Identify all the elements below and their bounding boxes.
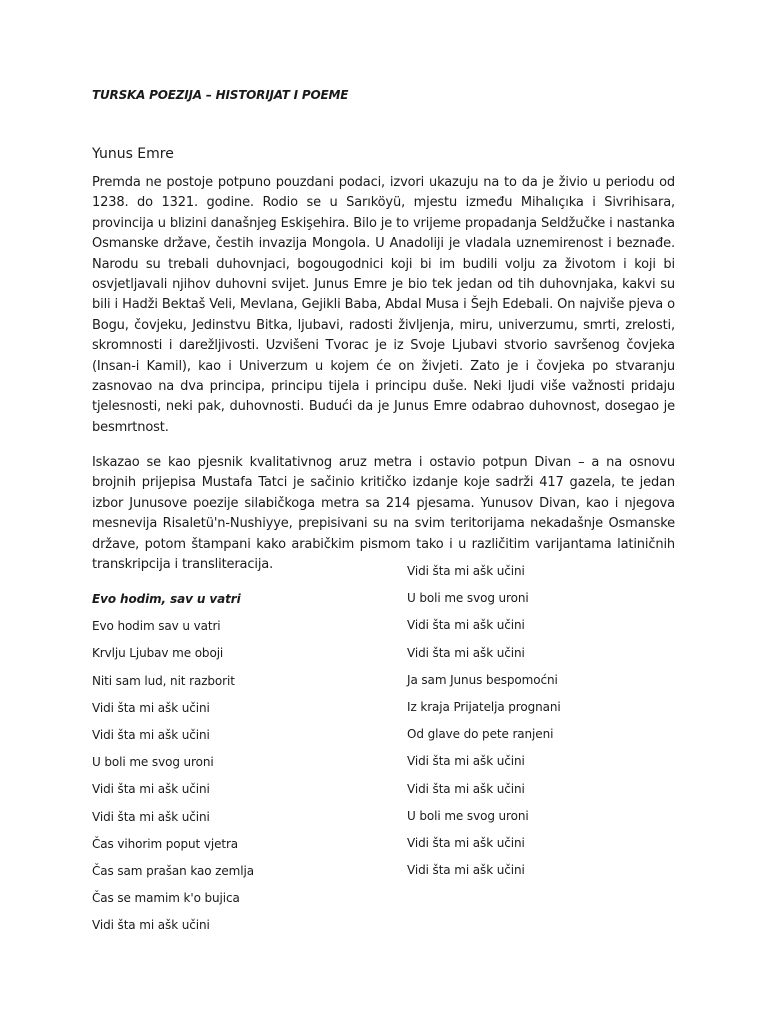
poem-line: Ja sam Junus bespomoćni bbox=[407, 672, 558, 687]
poem-title: Evo hodim, sav u vatri bbox=[92, 592, 241, 606]
poem-line: Vidi šta mi ašk učini bbox=[92, 700, 210, 715]
poem-line: Vidi šta mi ašk učini bbox=[92, 727, 210, 742]
poem-line: Vidi šta mi ašk učini bbox=[92, 809, 210, 824]
paragraph-works: Iskazao se kao pjesnik kvalitativnog aruz metra i ostavio potpun Divan – a na osnovu brojnih prijepisa Mustafa Tatci je sačinio kritičko izdanje koje sadrži 417 gazela, te jedan izbor Junusove poezije silabičkoga metra sa 214 pjesama. Yunusov Divan, kao i njegova mesnevija Risaletü'n-Nushiyye, prepisivani su na svim teritorijama nekadašnje Osmanske države, potom štampani kako arabičkim pismom tako i u različitim varijantama latiničnih transkripcija i transliteracija. bbox=[92, 455, 675, 573]
poem-line: Vidi šta mi ašk učini bbox=[407, 564, 525, 578]
poem-line: Čas se mamim k'o bujica bbox=[92, 891, 240, 906]
poem-line: U boli me svog uroni bbox=[407, 808, 529, 823]
poem-line: Od glave do pete ranjeni bbox=[407, 727, 554, 742]
poem-line: Čas vihorim poput vjetra bbox=[92, 836, 239, 851]
poem-line: Evo hodim sav u vatri bbox=[92, 619, 221, 634]
poem-line: U boli me svog uroni bbox=[407, 591, 529, 606]
poem-line: Vidi šta mi ašk učini bbox=[92, 918, 210, 933]
poem-line: Iz kraja Prijatelja prognani bbox=[407, 699, 561, 714]
poem-line: U boli me svog uroni bbox=[92, 755, 214, 770]
poem-line: Vidi šta mi ašk učini bbox=[407, 618, 525, 633]
poem-line: Čas sam prašan kao zemlja bbox=[92, 863, 254, 878]
paragraph-biography: Premda ne postoje potpuno pouzdani podaci, izvori ukazuju na to da je živio u periodu od 1238. do 1321. godine. Rodio se u Sarıköyü, mjestu između Mihalıçıka i Sivrihisara, provincija u blizini današnjeg Eskişehira. Bilo je to vrijeme propadanja Seldžučke i nastanka Osmanske države, čestih invazija Mongola. U Anadoliji je vladala uznemirenost i beznađe. Narodu su trebali duhovnjaci, bogougodnici koji bi im budili volju za životom i koji bi osvjetljavali njihov duhovni svijet. Junus Emre je bio tek jedan od tih duhovnjaka, kakvi su bili i Hadži Bektaš Veli, Mevlana, Gejikli Baba, Abdal Musa i Šejh Edebali. On najviše pjeva o Bogu, čovjeku, Jedinstvu Bitka, ljubavi, radosti življenja, miru, univerzumu, smrti, zrelosti, skromnosti i darežljivosti. Uzvišeni Tvorac je iz Svoje Ljubavi stvorio savršenog čovjeka (Insan-i Kamil), kao i Univerzum u kojem će on živjeti. Zato je i čovjeka po stvaranju zasnovao na dva principa, principu tijela i principu duše. Neki ljudi više važnosti pridaju tjelesnosti, neki pak, duhovnosti. Budući da je Junus Emre odabrao duhovnost, dosegao je besmrtnost. bbox=[92, 175, 675, 435]
poem-column-right bbox=[407, 558, 561, 884]
poem-line: Vidi šta mi ašk učini bbox=[407, 781, 525, 796]
poem-column-left bbox=[92, 586, 254, 939]
poem-line: Vidi šta mi ašk učini bbox=[92, 782, 210, 797]
poem-line: Krvlju Ljubav me oboji bbox=[92, 646, 224, 661]
document-title: TURSKA POEZIJA – HISTORIJAT I POEME bbox=[92, 88, 349, 102]
poem-line: Vidi šta mi ašk učini bbox=[407, 835, 525, 850]
poem-line: Vidi šta mi ašk učini bbox=[407, 645, 525, 660]
poem-line: Vidi šta mi ašk učini bbox=[407, 863, 525, 878]
author-heading: Yunus Emre bbox=[92, 146, 174, 162]
poem-line: Niti sam lud, nit razborit bbox=[92, 673, 235, 688]
poem-line: Vidi šta mi ašk učini bbox=[407, 754, 525, 769]
